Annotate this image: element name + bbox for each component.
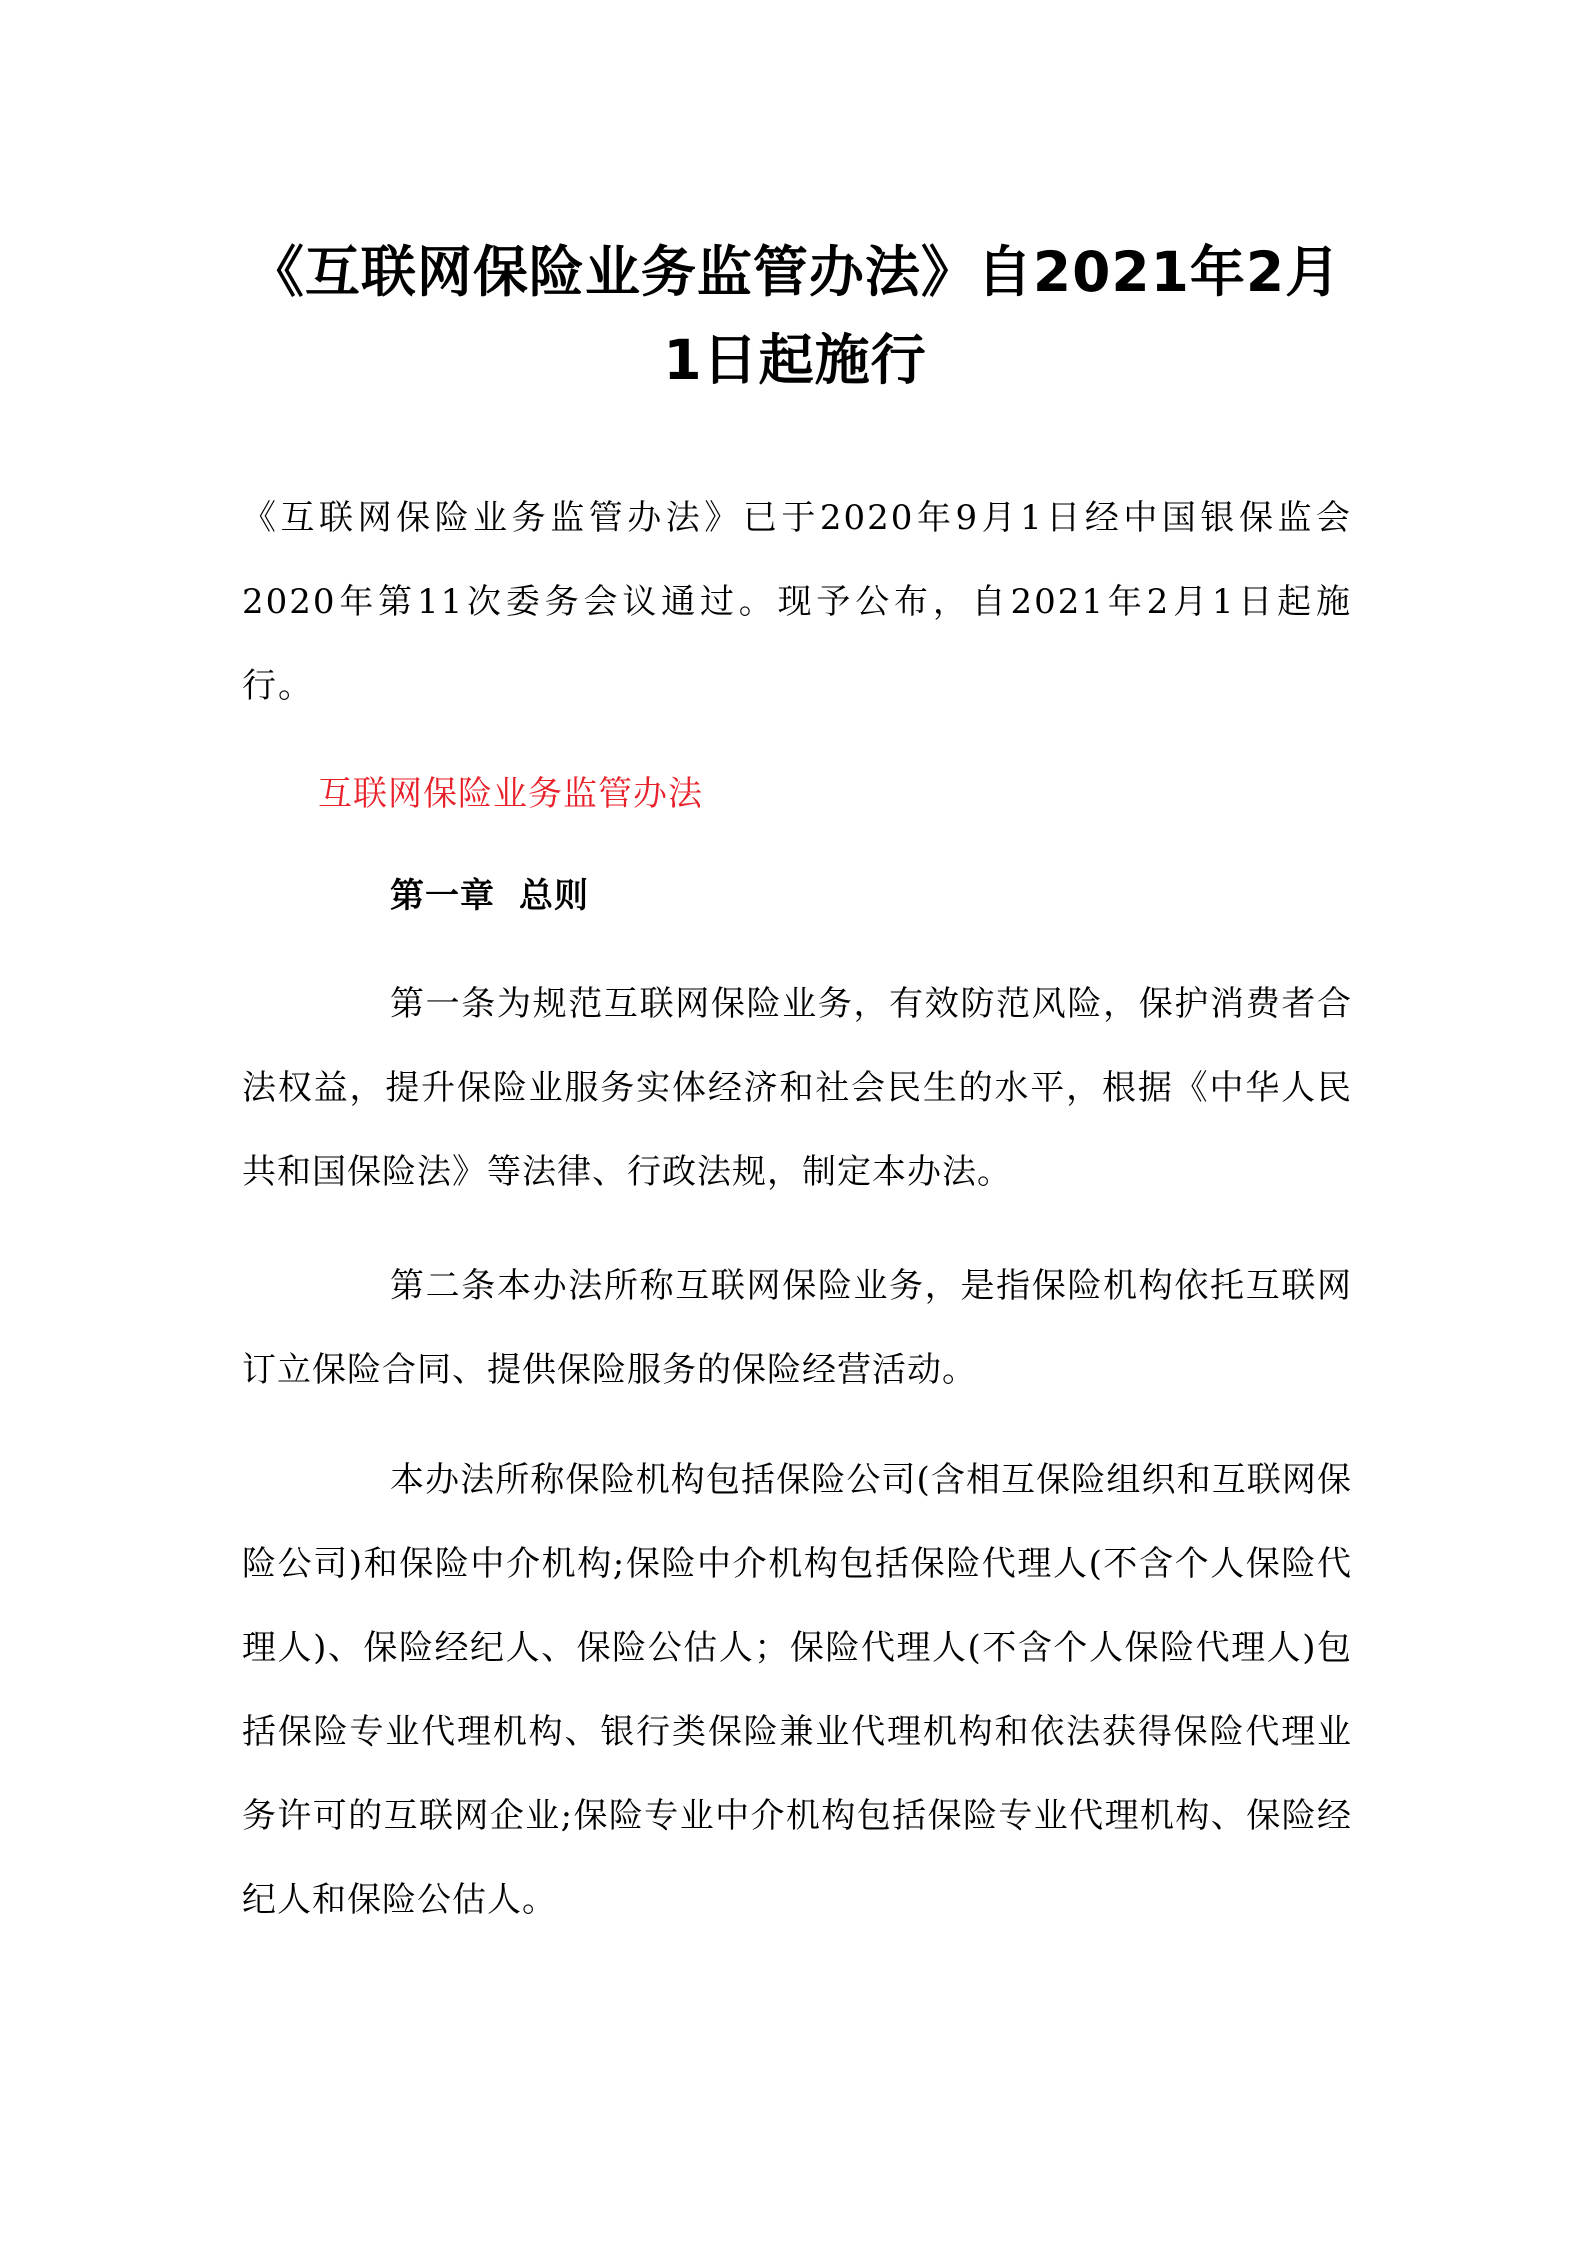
document-title: 《互联网保险业务监管办法》自2021年2月1日起施行 — [248, 240, 1342, 392]
article-2-paragraph: 第二条本办法所称互联网保险业务，是指保险机构依托互联网订立保险合同、提供保险服务的保险经营活动。 — [242, 1266, 1352, 1390]
definition-paragraph: 本办法所称保险机构包括保险公司(含相互保险组织和互联网保险公司)和保险中介机构;保险中介机构包括保险代理人(不含个人保险代理人)、保险经纪人、保险公估人；保险代理人(不含个人保险代理人)包括保险专业代理机构、银行类保险兼业代理机构和依法获得保险代理业务许可的互联网企业;保险专业中介机构包括保险专业代理机构、保险经纪人和保险公估人。 — [242, 1460, 1352, 1920]
article-1-paragraph: 第一条为规范互联网保险业务，有效防范风险，保护消费者合法权益，提升保险业服务实体经济和社会民生的水平，根据《中华人民共和国保险法》等法律、行政法规，制定本办法。 — [242, 984, 1352, 1192]
chapter-heading — [390, 854, 589, 938]
chapter-name: 总则 — [519, 876, 589, 916]
law-title: 互联网保险业务监管办法 — [318, 774, 703, 814]
chapter-number: 第一章 — [390, 876, 495, 916]
intro-paragraph: 《互联网保险业务监管办法》已于2020年9月1日经中国银保监会2020年第11次委务会议通过。现予公布，自2021年2月1日起施行。 — [242, 498, 1352, 706]
